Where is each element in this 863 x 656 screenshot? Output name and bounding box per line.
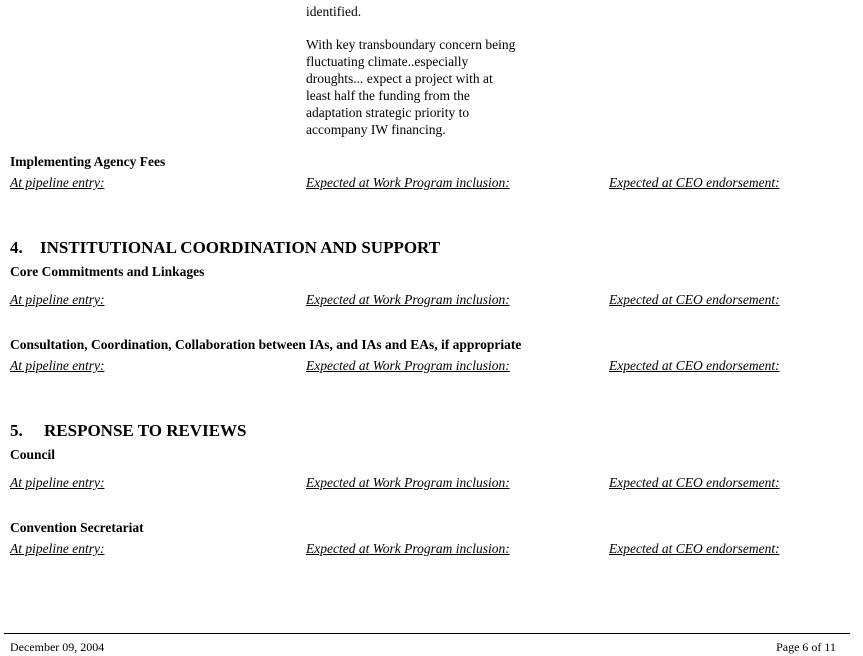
- ceo-endorsement-link[interactable]: Expected at CEO endorsement:: [609, 175, 780, 190]
- continuation-line: identified.: [306, 4, 362, 19]
- footer-date: December 09, 2004: [10, 640, 105, 654]
- paragraph-line: least half the funding from the: [306, 88, 470, 103]
- paragraph-line: droughts... expect a project with at: [306, 71, 493, 86]
- paragraph-line: fluctuating climate..especially: [306, 54, 469, 69]
- pipeline-entry-link[interactable]: At pipeline entry:: [10, 541, 105, 556]
- continuation-paragraph: [306, 36, 515, 138]
- work-program-inclusion-link[interactable]: Expected at Work Program inclusion:: [306, 175, 510, 190]
- ceo-endorsement-link[interactable]: Expected at CEO endorsement:: [609, 292, 780, 307]
- consultation-stages: [0, 358, 863, 376]
- section-4-title: INSTITUTIONAL COORDINATION AND SUPPORT: [40, 238, 441, 257]
- council-heading: Council: [10, 447, 56, 462]
- work-program-inclusion-link[interactable]: Expected at Work Program inclusion:: [306, 541, 510, 556]
- section-4-heading: [10, 238, 440, 258]
- implementing-agency-fees-heading: Implementing Agency Fees: [10, 154, 166, 169]
- implementing-agency-fees-stages: [0, 175, 863, 193]
- convention-secretariat-heading: Convention Secretariat: [10, 520, 144, 535]
- section-5-number: 5.: [10, 421, 23, 440]
- paragraph-line: adaptation strategic priority to: [306, 105, 470, 120]
- convention-secretariat-stages: [0, 541, 863, 559]
- pipeline-entry-link[interactable]: At pipeline entry:: [10, 175, 105, 190]
- ceo-endorsement-link[interactable]: Expected at CEO endorsement:: [609, 475, 780, 490]
- footer-divider: [4, 633, 850, 634]
- ceo-endorsement-link[interactable]: Expected at CEO endorsement:: [609, 358, 780, 373]
- pipeline-entry-link[interactable]: At pipeline entry:: [10, 475, 105, 490]
- consultation-heading: Consultation, Coordination, Collaboration between IAs, and IAs and EAs, if appropriate: [10, 337, 522, 352]
- council-stages: [0, 475, 863, 493]
- section-5-heading: [10, 421, 247, 441]
- section-4-number: 4.: [10, 238, 23, 257]
- work-program-inclusion-link[interactable]: Expected at Work Program inclusion:: [306, 292, 510, 307]
- pipeline-entry-link[interactable]: At pipeline entry:: [10, 292, 105, 307]
- work-program-inclusion-link[interactable]: Expected at Work Program inclusion:: [306, 475, 510, 490]
- footer-page-number: Page 6 of 11: [776, 640, 836, 654]
- section-5-title: RESPONSE TO REVIEWS: [44, 421, 247, 440]
- core-commitments-stages: [0, 292, 863, 310]
- paragraph-line: With key transboundary concern being: [306, 37, 516, 52]
- work-program-inclusion-link[interactable]: Expected at Work Program inclusion:: [306, 358, 510, 373]
- pipeline-entry-link[interactable]: At pipeline entry:: [10, 358, 105, 373]
- core-commitments-heading: Core Commitments and Linkages: [10, 264, 205, 279]
- ceo-endorsement-link[interactable]: Expected at CEO endorsement:: [609, 541, 780, 556]
- paragraph-line: accompany IW financing.: [306, 122, 446, 137]
